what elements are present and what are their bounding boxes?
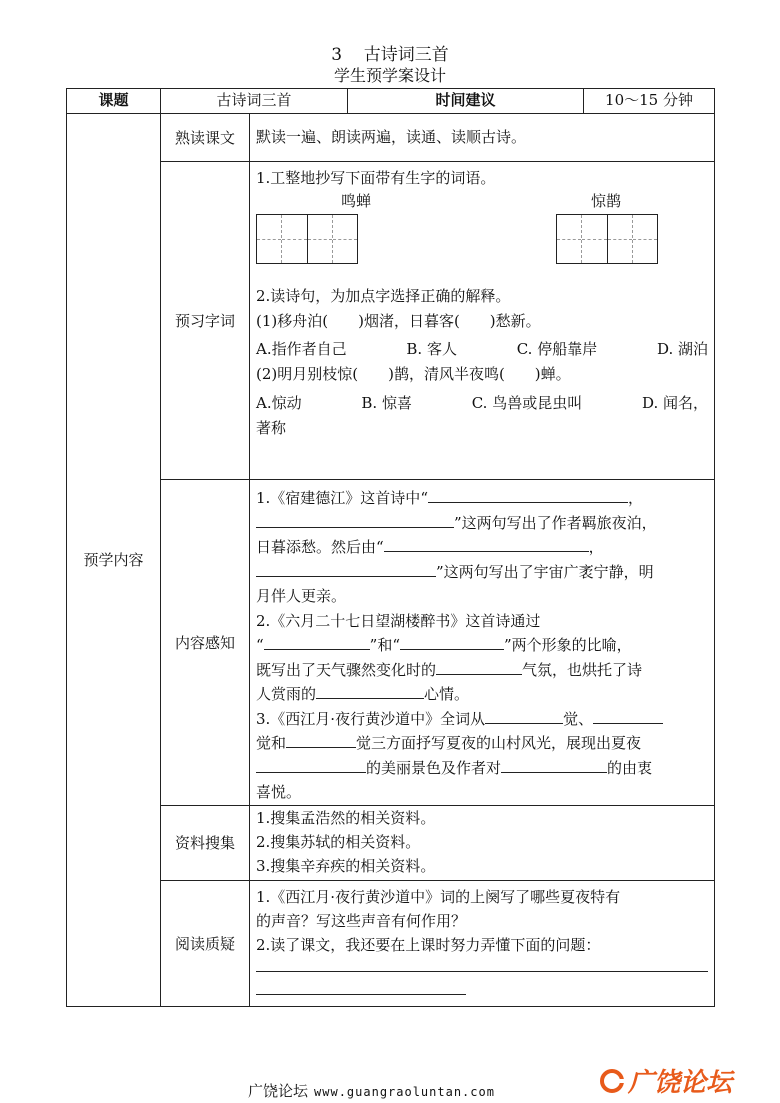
questions-label: 阅读质疑 <box>161 880 250 1006</box>
blank[interactable] <box>593 707 663 724</box>
content-line: ”这两句写出了宇宙广袤宁静，明 <box>436 562 654 581</box>
reading-label: 熟读课文 <box>161 114 250 162</box>
content-line: 人赏雨的 <box>256 685 317 703</box>
writing-grid-1[interactable] <box>256 214 358 264</box>
content-line: ， <box>588 538 604 556</box>
lesson-title-text: 古诗词三首 <box>363 45 449 65</box>
question-line: 2.读了课文，我还要在上课时努力弄懂下面的问题： <box>256 935 601 954</box>
content-line: 日暮添愁。然后由“ <box>256 538 384 556</box>
content-line: 2.《六月二十七日望湖楼醉书》这首诗通过 <box>256 611 541 630</box>
time-label: 时间建议 <box>348 89 584 114</box>
vocab-q1: 1.工整地抄写下面带有生字的词语。 <box>256 169 496 187</box>
writing-grid-2[interactable] <box>556 214 658 264</box>
questions-content <box>250 881 714 995</box>
content-line: 喜悦。 <box>256 783 302 801</box>
sentence-1: (1)移舟泊( )烟渚，日暮客( )愁新。 <box>256 312 541 330</box>
question-line: 的声音？写这些声音有何作用？ <box>256 911 467 930</box>
lesson-title <box>0 40 780 65</box>
content-line: ”这两句写出了作者羁旅夜泊， <box>454 513 657 532</box>
lesson-subtitle: 学生预学案设计 <box>333 66 446 85</box>
blank[interactable] <box>264 633 370 650</box>
blank[interactable] <box>256 560 436 577</box>
content-line: ”两个形象的比喻， <box>504 636 632 654</box>
site-logo <box>600 1062 732 1099</box>
blank[interactable] <box>316 682 424 699</box>
content-line: 觉、 <box>563 709 594 728</box>
content-line: 月伴人更亲。 <box>256 587 347 605</box>
options-2 <box>256 391 708 416</box>
topic-label: 课题 <box>67 89 161 114</box>
content-line: ， <box>627 489 643 507</box>
question-line: 1.《西江月·夜行黄沙道中》词的上阕写了哪些夏夜特有 <box>256 887 621 906</box>
content-line: 觉和 <box>256 734 287 752</box>
content-line: “ <box>256 636 264 654</box>
lesson-number: 3 <box>331 45 343 65</box>
content-label: 内容感知 <box>161 480 250 806</box>
preview-table <box>66 88 715 1007</box>
section-label: 预学内容 <box>67 114 161 1007</box>
blank[interactable] <box>400 633 504 650</box>
content-line: 既写出了天气骤然变化时的 <box>256 660 437 679</box>
row-content <box>67 480 715 806</box>
blank[interactable] <box>256 756 366 773</box>
row-vocab <box>67 162 715 480</box>
row-questions <box>67 880 715 1006</box>
blank[interactable] <box>286 731 356 748</box>
content-line: 觉三方面抒写夏夜的山村风光，展现出夏夜 <box>356 734 642 752</box>
reading-text: 默读一遍、朗读两遍，读通、读顺古诗。 <box>256 128 527 146</box>
option-1b: B. 客人 <box>406 340 457 358</box>
answer-line[interactable] <box>256 972 466 995</box>
option-1d: D. 湖泊 <box>657 340 709 358</box>
option-2d: D. 闻名， <box>642 394 709 412</box>
time-value: 10～15 分钟 <box>584 89 715 114</box>
content-line: 的美丽景色及作者对 <box>366 758 502 777</box>
footer-brand: 广饶论坛 <box>248 1082 309 1100</box>
blank[interactable] <box>256 511 454 528</box>
content-line: 气氛，也烘托了诗 <box>522 660 643 679</box>
logo-text: 广饶论坛 <box>628 1068 733 1098</box>
answer-line[interactable] <box>256 957 708 972</box>
footer <box>248 1080 495 1101</box>
option-1a: A.指作者自己 <box>256 340 347 358</box>
footer-site[interactable]: www.guangraoluntan.com <box>314 1085 495 1099</box>
blank[interactable] <box>485 707 563 724</box>
list-item: 3.搜集辛弃疾的相关资料。 <box>256 856 436 875</box>
blank[interactable] <box>384 535 589 552</box>
option-1c: C. 停船靠岸 <box>516 340 598 358</box>
row-materials <box>67 805 715 880</box>
materials-label: 资料搜集 <box>161 805 250 880</box>
option-2d-cont: 著称 <box>256 419 287 437</box>
word-2: 惊鹊 <box>590 192 621 210</box>
option-2a: A.惊动 <box>256 394 302 412</box>
list-item: 1.搜集孟浩然的相关资料。 <box>256 808 436 827</box>
materials-list <box>250 806 714 878</box>
vocab-q2: 2.读诗句，为加点字选择正确的解释。 <box>256 287 511 305</box>
option-2c: C. 鸟兽或昆虫叫 <box>471 394 583 412</box>
content-line: 的由衷 <box>607 758 653 777</box>
blank[interactable] <box>436 658 522 675</box>
content-text <box>250 480 714 805</box>
vocab-label: 预习字词 <box>161 162 250 480</box>
blank[interactable] <box>501 756 607 773</box>
topic-value: 古诗词三首 <box>161 89 348 114</box>
content-line: 心情。 <box>424 685 470 703</box>
options-1 <box>256 337 708 362</box>
header-row <box>67 89 715 114</box>
vocab-content <box>250 162 714 441</box>
content-line: 1.《宿建德江》这首诗中“ <box>256 489 428 507</box>
content-line: ”和“ <box>369 636 401 654</box>
sentence-2: (2)明月别枝惊( )鹊，清风半夜鸣( )蝉。 <box>256 365 571 383</box>
option-2b: B. 惊喜 <box>361 394 412 412</box>
word-1: 鸣蝉 <box>340 192 371 210</box>
list-item: 2.搜集苏轼的相关资料。 <box>256 832 421 851</box>
content-line: 3.《西江月·夜行黄沙道中》全词从 <box>256 709 486 728</box>
blank[interactable] <box>428 486 628 503</box>
row-reading <box>67 114 715 162</box>
logo-mark-icon <box>600 1069 624 1093</box>
